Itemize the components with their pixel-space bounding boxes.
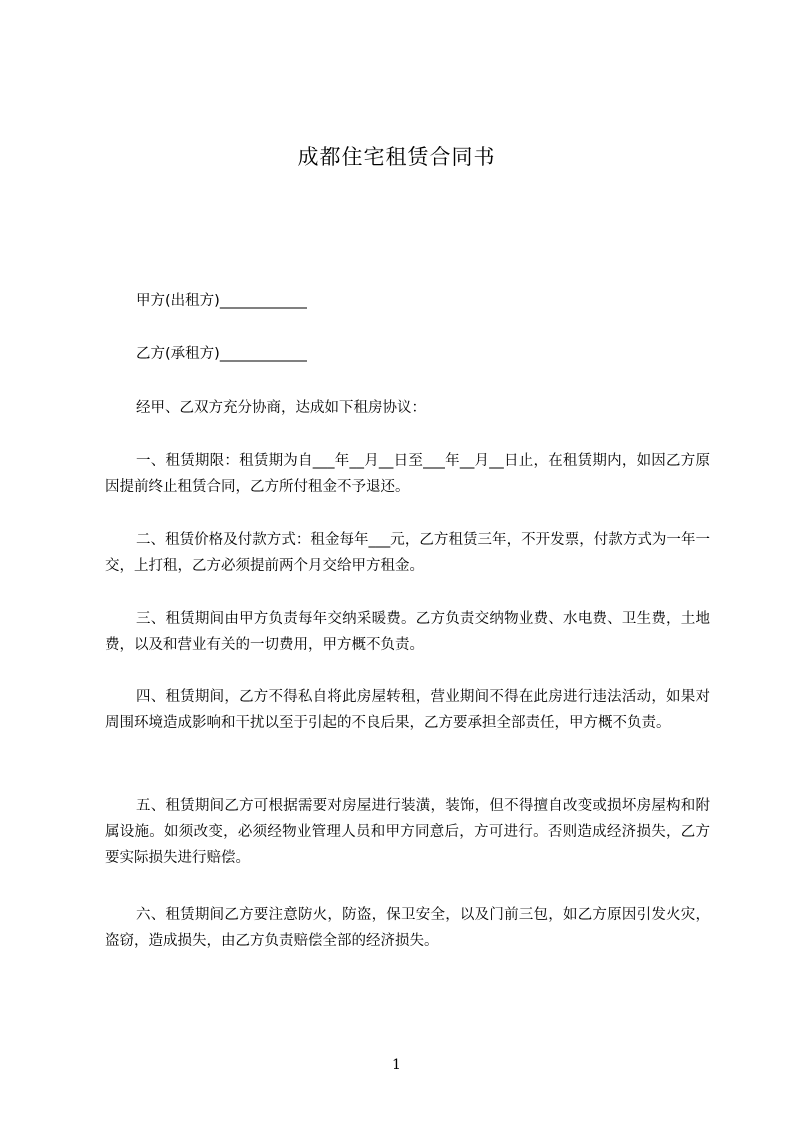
- document-title: 成都住宅租赁合同书: [297, 145, 496, 169]
- party-a-line: 甲方(出租方)____________: [136, 293, 307, 309]
- clause-6: 六、租赁期间乙方要注意防火，防盗，保卫安全，以及门前三包，如乙方原因引发火灾，盗窃，造成损失，由乙方负责赔偿全部的经济损失。: [105, 907, 710, 949]
- page-number: 1: [392, 1057, 401, 1073]
- clause-1: 一、租赁期限：租赁期为自___年__月__日至___年__月__日止，在租赁期内，如因乙方原因提前终止租赁合同，乙方所付租金不予退还。: [105, 453, 710, 495]
- clause-2: 二、租赁价格及付款方式：租金每年___元，乙方租赁三年，不开发票，付款方式为一年一交，上打租，乙方必须提前两个月交给甲方租金。: [105, 532, 710, 574]
- party-b-line: 乙方(承租方)____________: [136, 346, 307, 362]
- clause-3: 三、租赁期间由甲方负责每年交纳采暖费。乙方负责交纳物业费、水电费、卫生费，土地费，以及和营业有关的一切费用，甲方概不负责。: [105, 611, 710, 653]
- clause-5: 五、租赁期间乙方可根据需要对房屋进行装潢，装饰，但不得擅自改变或损坏房屋构和附属设施。如须改变，必须经物业管理人员和甲方同意后，方可进行。否则造成经济损失，乙方要实际损失进行赔偿。: [105, 798, 710, 866]
- clause-4: 四、租赁期间，乙方不得私自将此房屋转租，营业期间不得在此房进行违法活动，如果对周围环境造成影响和干扰以至于引起的不良后果，乙方要承担全部责任，甲方概不负责。: [105, 689, 710, 731]
- intro-text: 经甲、乙双方充分协商，达成如下租房协议：: [136, 400, 426, 416]
